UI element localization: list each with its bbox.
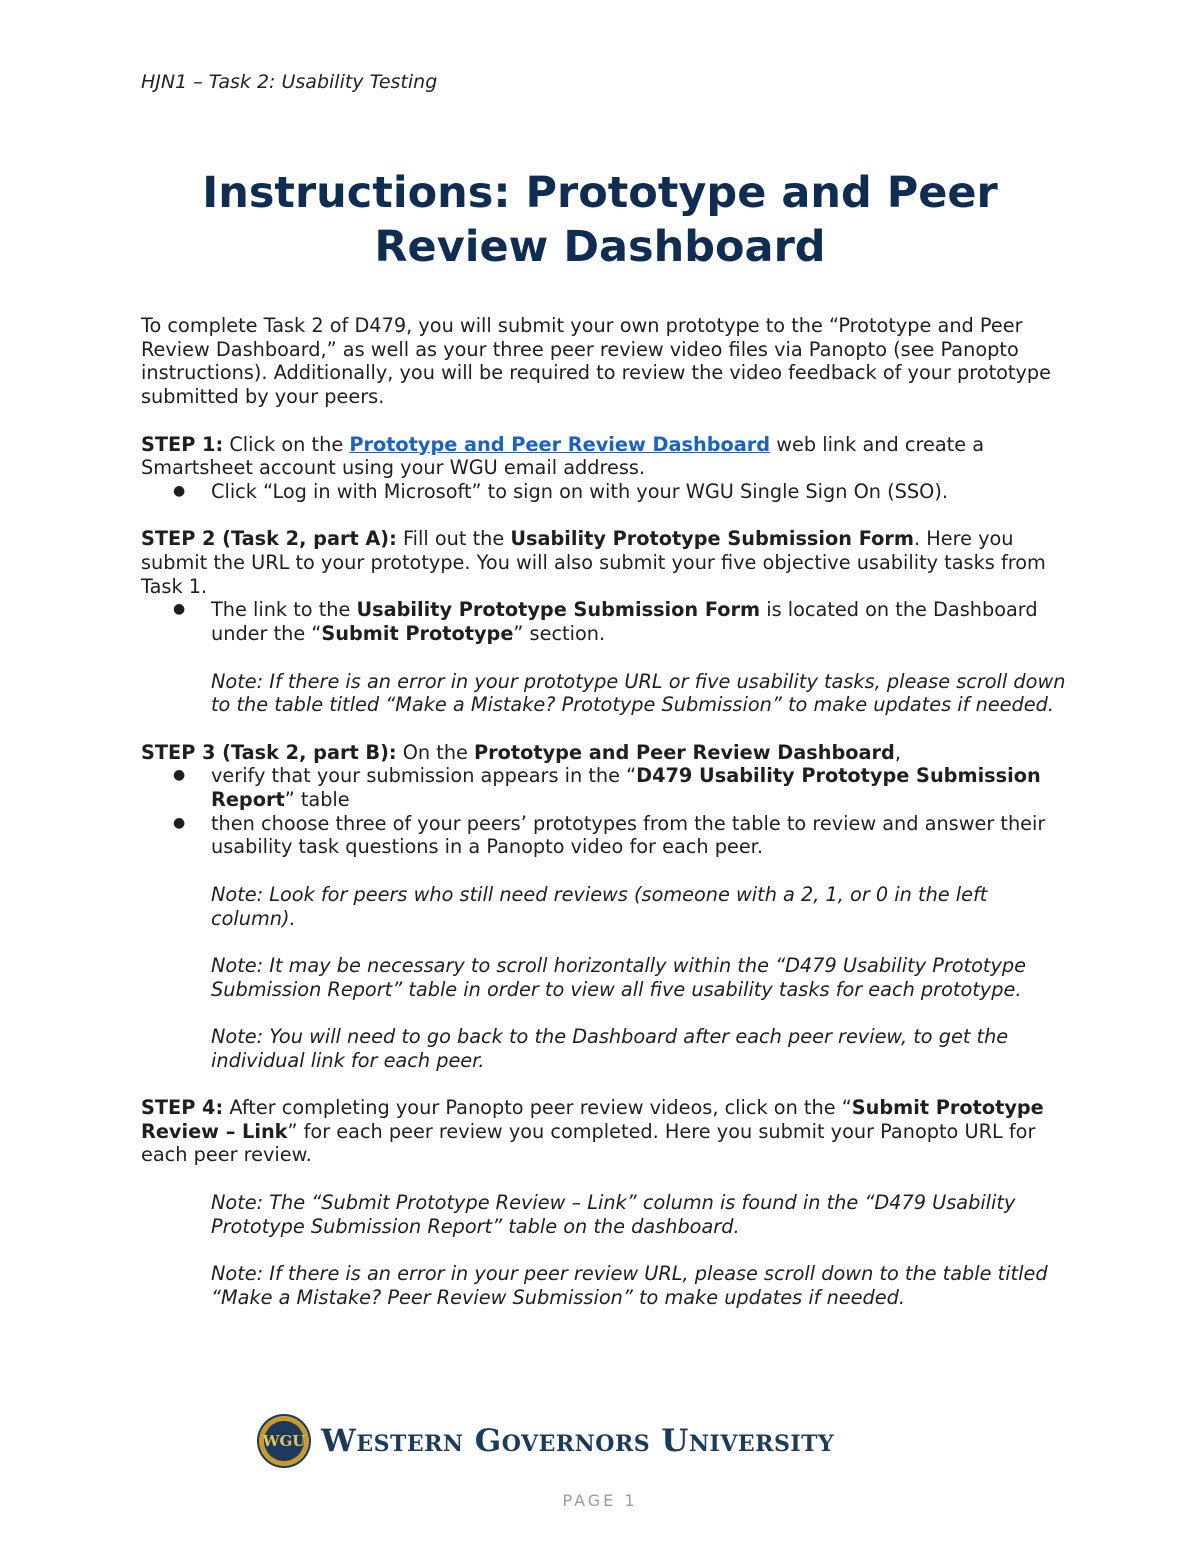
step1-text-pre: Click on the [223, 432, 350, 456]
step2-label: STEP 2 (Task 2, part A): [141, 527, 397, 551]
step3-paragraph [141, 741, 1071, 765]
step2-bullet-post: ” section. [513, 622, 606, 646]
step3-note-2: Note: It may be necessary to scroll horizontally within the “D479 Usability Prototype Submission Report” table in order to view all five usability tasks for each prototype. [211, 953, 1027, 1001]
step2-bullet-pre: The link to the [211, 598, 357, 622]
step3-note-1: Note: Look for peers who still need reviews (someone with a 2, 1, or 0 in the left column). [211, 882, 988, 930]
step4-note-2: Note: If there is an error in your peer review URL, please scroll down to the table titled “Make a Mistake? Peer Review Submission” to make updates if needed. [211, 1261, 1048, 1309]
step4-text-pre: After completing your Panopto peer review videos, click on the “ [223, 1096, 852, 1120]
bullet-icon: ● [173, 482, 186, 499]
step4-paragraph [141, 1096, 1071, 1167]
step2-form-name: Usability Prototype Submission Form [510, 527, 914, 551]
step2-bullet [141, 598, 1071, 645]
bullet-icon: ● [173, 767, 186, 784]
step3-label: STEP 3 (Task 2, part B): [141, 740, 397, 764]
step3-bullet1-pre: verify that your submission appears in the “ [211, 764, 637, 788]
step2-text-pre: Fill out the [396, 527, 511, 551]
step1-bullet-text: Click “Log in with Microsoft” to sign on with your WGU Single Sign On (SSO). [211, 479, 948, 503]
intro-paragraph: To complete Task 2 of D479, you will submit your own prototype to the “Prototype and Peer Review Dashboard,” as well as your three peer review video files via Panopto (see Panopto instructions). Additionally, you will be required to review the video feedback of your prototype submitted by your peers. [141, 314, 1051, 409]
page-number: PAGE 1 [562, 1491, 638, 1510]
step3-dashboard-name: Prototype and Peer Review Dashboard [474, 740, 895, 764]
bullet-icon: ● [173, 814, 186, 831]
wgu-seal-icon: WGU [257, 1414, 311, 1468]
step2-bullet-mid: is located on the Dashboard under the “ [211, 598, 1038, 646]
step2-note: Note: If there is an error in your prototype URL or five usability tasks, please scroll down to the table titled “Make a Mistake? Prototype Submission” to make updates if needed. [211, 669, 1066, 717]
dashboard-link[interactable]: Prototype and Peer Review Dashboard [349, 432, 771, 456]
step1-paragraph [141, 433, 1071, 480]
wgu-logo [257, 1411, 907, 1471]
step2-bullet-section: Submit Prototype [321, 622, 514, 646]
document-header: HJN1 – Task 2: Usability Testing [141, 71, 438, 93]
step4-label: STEP 4: [141, 1096, 224, 1120]
university-name: Western Governors University [321, 1423, 835, 1459]
step3-text-pre: On the [396, 740, 475, 764]
step3-bullet1-report: D479 Usability Prototype Submission Report [211, 764, 1041, 811]
document-body [141, 314, 1071, 1309]
bullet-icon: ● [173, 601, 186, 618]
step1-label: STEP 1: [141, 432, 224, 456]
step3-bullet-1 [141, 764, 1071, 811]
step2-paragraph [141, 527, 1071, 598]
step3-bullet-2 [141, 812, 1071, 859]
step2-bullet-form: Usability Prototype Submission Form [356, 598, 761, 622]
step4-note-1: Note: The “Submit Prototype Review – Link” column is found in the “D479 Usability Prototype Submission Report” table on the dashboard. [211, 1190, 1016, 1238]
step4-text-post: ” for each peer review you completed. Here you submit your Panopto URL for each peer review. [141, 1119, 1036, 1167]
step2-text-post: . Here you submit the URL to your prototype. You will also submit your five objective usability tasks from Task 1. [141, 527, 1046, 598]
step3-text-post: , [894, 740, 901, 764]
step1-text-post: web link and create a Smartsheet account using your WGU email address. [141, 432, 985, 480]
step1-bullet [141, 480, 1071, 504]
step3-note-3: Note: You will need to go back to the Dashboard after each peer review, to get the individual link for each peer. [211, 1024, 1009, 1072]
step3-bullet2-text: then choose three of your peers’ prototypes from the table to review and answer their usability task questions in a Panopto video for each peer. [211, 811, 1046, 859]
title-line-2: Review Dashboard [374, 222, 826, 272]
page-title [0, 166, 1200, 274]
title-line-1: Instructions: Prototype and Peer [202, 168, 998, 218]
step3-bullet1-post: ” table [284, 788, 350, 811]
step4-link-name: Submit Prototype Review – Link [141, 1096, 1044, 1143]
